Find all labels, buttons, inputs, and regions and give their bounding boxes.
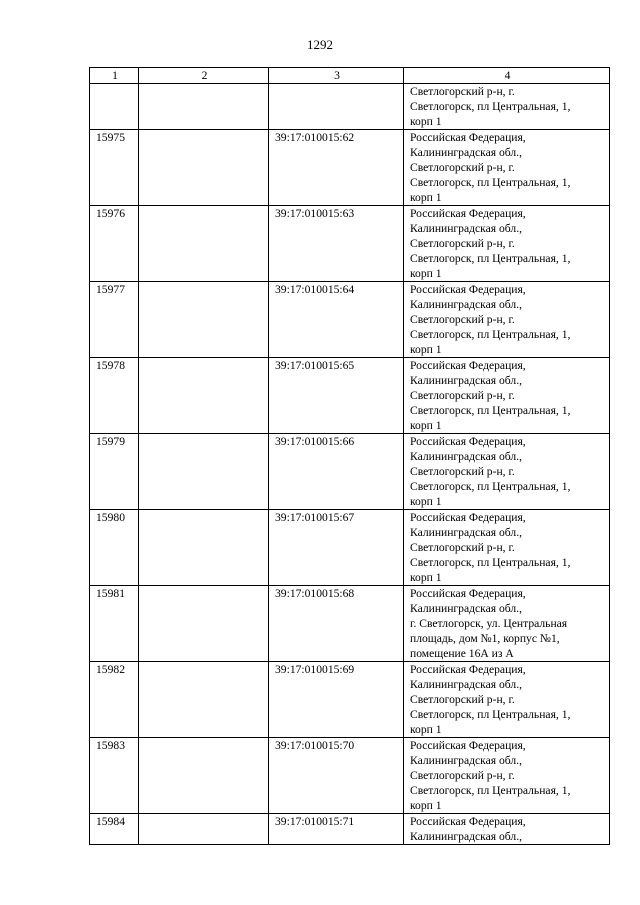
- address-line: Светлогорский р-н, г.: [410, 85, 515, 98]
- address-line: Российская Федерация,: [410, 131, 526, 144]
- table-row: [90, 738, 610, 814]
- row-col2-cell: [139, 206, 269, 282]
- table-row: [90, 434, 610, 510]
- address-line: Светлогорский р-н, г.: [410, 693, 515, 706]
- address-line: Светлогорский р-н, г.: [410, 237, 515, 250]
- table-header-row: [90, 68, 610, 84]
- row-number-cell: 15979: [90, 434, 139, 510]
- row-number-cell: 15975: [90, 130, 139, 206]
- row-number-cell: 15981: [90, 586, 139, 662]
- row-number-cell: 15984: [90, 814, 139, 845]
- table-row: [90, 282, 610, 358]
- address-line: Калининградская обл.,: [410, 146, 522, 159]
- table-row: [90, 358, 610, 434]
- address-line: Калининградская обл.,: [410, 374, 522, 387]
- address-line: Светлогорск, пл Центральная, 1,: [410, 328, 571, 341]
- row-number-cell: 15978: [90, 358, 139, 434]
- address-line: Светлогорский р-н, г.: [410, 541, 515, 554]
- table-row: [90, 206, 610, 282]
- row-cadastral-number-cell: 39:17:010015:68: [269, 586, 404, 662]
- row-address-cell: [404, 358, 610, 434]
- continuation-address-cell: [404, 84, 610, 130]
- row-col2-cell: [139, 738, 269, 814]
- address-line: Калининградская обл.,: [410, 754, 522, 767]
- address-line: Российская Федерация,: [410, 587, 526, 600]
- row-address-cell: [404, 586, 610, 662]
- row-col2-cell: [139, 586, 269, 662]
- row-cadastral-number-cell: 39:17:010015:67: [269, 510, 404, 586]
- address-line: Калининградская обл.,: [410, 222, 522, 235]
- address-line: Российская Федерация,: [410, 435, 526, 448]
- row-address-cell: [404, 662, 610, 738]
- row-address-cell: [404, 282, 610, 358]
- address-line: корп 1: [410, 115, 442, 128]
- address-line: Калининградская обл.,: [410, 298, 522, 311]
- address-line: Светлогорск, пл Центральная, 1,: [410, 784, 571, 797]
- row-number-cell: 15983: [90, 738, 139, 814]
- column-header-3: 3: [269, 68, 404, 84]
- row-cadastral-number-cell: 39:17:010015:66: [269, 434, 404, 510]
- address-line: Светлогорск, пл Центральная, 1,: [410, 480, 571, 493]
- address-line: Российская Федерация,: [410, 815, 526, 828]
- row-number-cell: 15977: [90, 282, 139, 358]
- row-col2-cell: [139, 434, 269, 510]
- row-number-cell: 15976: [90, 206, 139, 282]
- registry-table-body: [90, 68, 610, 845]
- address-line: площадь, дом №1, корпус №1,: [410, 632, 560, 645]
- address-line: Калининградская обл.,: [410, 678, 522, 691]
- row-address-cell: [404, 738, 610, 814]
- address-line: Калининградская обл.,: [410, 526, 522, 539]
- address-line: г. Светлогорск, ул. Центральная: [410, 617, 568, 630]
- table-row: [90, 814, 610, 845]
- row-cadastral-number-cell: 39:17:010015:69: [269, 662, 404, 738]
- address-line: Калининградская обл.,: [410, 602, 522, 615]
- address-line: Светлогорск, пл Центральная, 1,: [410, 708, 571, 721]
- continuation-number-cell: [90, 84, 139, 130]
- address-line: корп 1: [410, 419, 442, 432]
- address-line: корп 1: [410, 343, 442, 356]
- row-col2-cell: [139, 662, 269, 738]
- row-address-cell: [404, 206, 610, 282]
- row-address-cell: [404, 814, 610, 845]
- continuation-col2-cell: [139, 84, 269, 130]
- row-col2-cell: [139, 510, 269, 586]
- address-line: корп 1: [410, 799, 442, 812]
- address-line: корп 1: [410, 267, 442, 280]
- table-row: [90, 510, 610, 586]
- address-line: Светлогорский р-н, г.: [410, 389, 515, 402]
- address-line: Светлогорский р-н, г.: [410, 161, 515, 174]
- address-line: Светлогорск, пл Центральная, 1,: [410, 176, 571, 189]
- row-cadastral-number-cell: 39:17:010015:62: [269, 130, 404, 206]
- address-line: Российская Федерация,: [410, 207, 526, 220]
- row-col2-cell: [139, 130, 269, 206]
- address-line: Российская Федерация,: [410, 663, 526, 676]
- column-header-4: 4: [404, 68, 610, 84]
- table-row: [90, 662, 610, 738]
- address-line: Светлогорск, пл Центральная, 1,: [410, 100, 571, 113]
- address-line: корп 1: [410, 571, 442, 584]
- address-line: Российская Федерация,: [410, 359, 526, 372]
- row-col2-cell: [139, 282, 269, 358]
- address-line: Светлогорск, пл Центральная, 1,: [410, 556, 571, 569]
- address-line: корп 1: [410, 723, 442, 736]
- address-line: Светлогорск, пл Центральная, 1,: [410, 252, 571, 265]
- row-cadastral-number-cell: 39:17:010015:71: [269, 814, 404, 845]
- address-line: Калининградская обл.,: [410, 450, 522, 463]
- table-continuation-row: [90, 84, 610, 130]
- row-number-cell: 15982: [90, 662, 139, 738]
- continuation-cadastral-cell: [269, 84, 404, 130]
- row-cadastral-number-cell: 39:17:010015:70: [269, 738, 404, 814]
- row-cadastral-number-cell: 39:17:010015:65: [269, 358, 404, 434]
- address-line: помещение 16А из А: [410, 647, 514, 660]
- row-cadastral-number-cell: 39:17:010015:64: [269, 282, 404, 358]
- address-line: Российская Федерация,: [410, 739, 526, 752]
- address-line: Светлогорский р-н, г.: [410, 465, 515, 478]
- address-line: Светлогорский р-н, г.: [410, 313, 515, 326]
- column-header-2: 2: [139, 68, 269, 84]
- column-header-1: 1: [90, 68, 139, 84]
- row-cadastral-number-cell: 39:17:010015:63: [269, 206, 404, 282]
- table-row: [90, 130, 610, 206]
- address-line: Российская Федерация,: [410, 283, 526, 296]
- row-address-cell: [404, 510, 610, 586]
- table-row: [90, 586, 610, 662]
- row-address-cell: [404, 130, 610, 206]
- address-line: Калининградская обл.,: [410, 830, 522, 843]
- registry-table: [89, 67, 610, 845]
- address-line: корп 1: [410, 495, 442, 508]
- row-address-cell: [404, 434, 610, 510]
- row-number-cell: 15980: [90, 510, 139, 586]
- address-line: Светлогорск, пл Центральная, 1,: [410, 404, 571, 417]
- row-col2-cell: [139, 814, 269, 845]
- address-line: Светлогорский р-н, г.: [410, 769, 515, 782]
- address-line: корп 1: [410, 191, 442, 204]
- page-number: 1292: [307, 37, 333, 52]
- row-col2-cell: [139, 358, 269, 434]
- address-line: Российская Федерация,: [410, 511, 526, 524]
